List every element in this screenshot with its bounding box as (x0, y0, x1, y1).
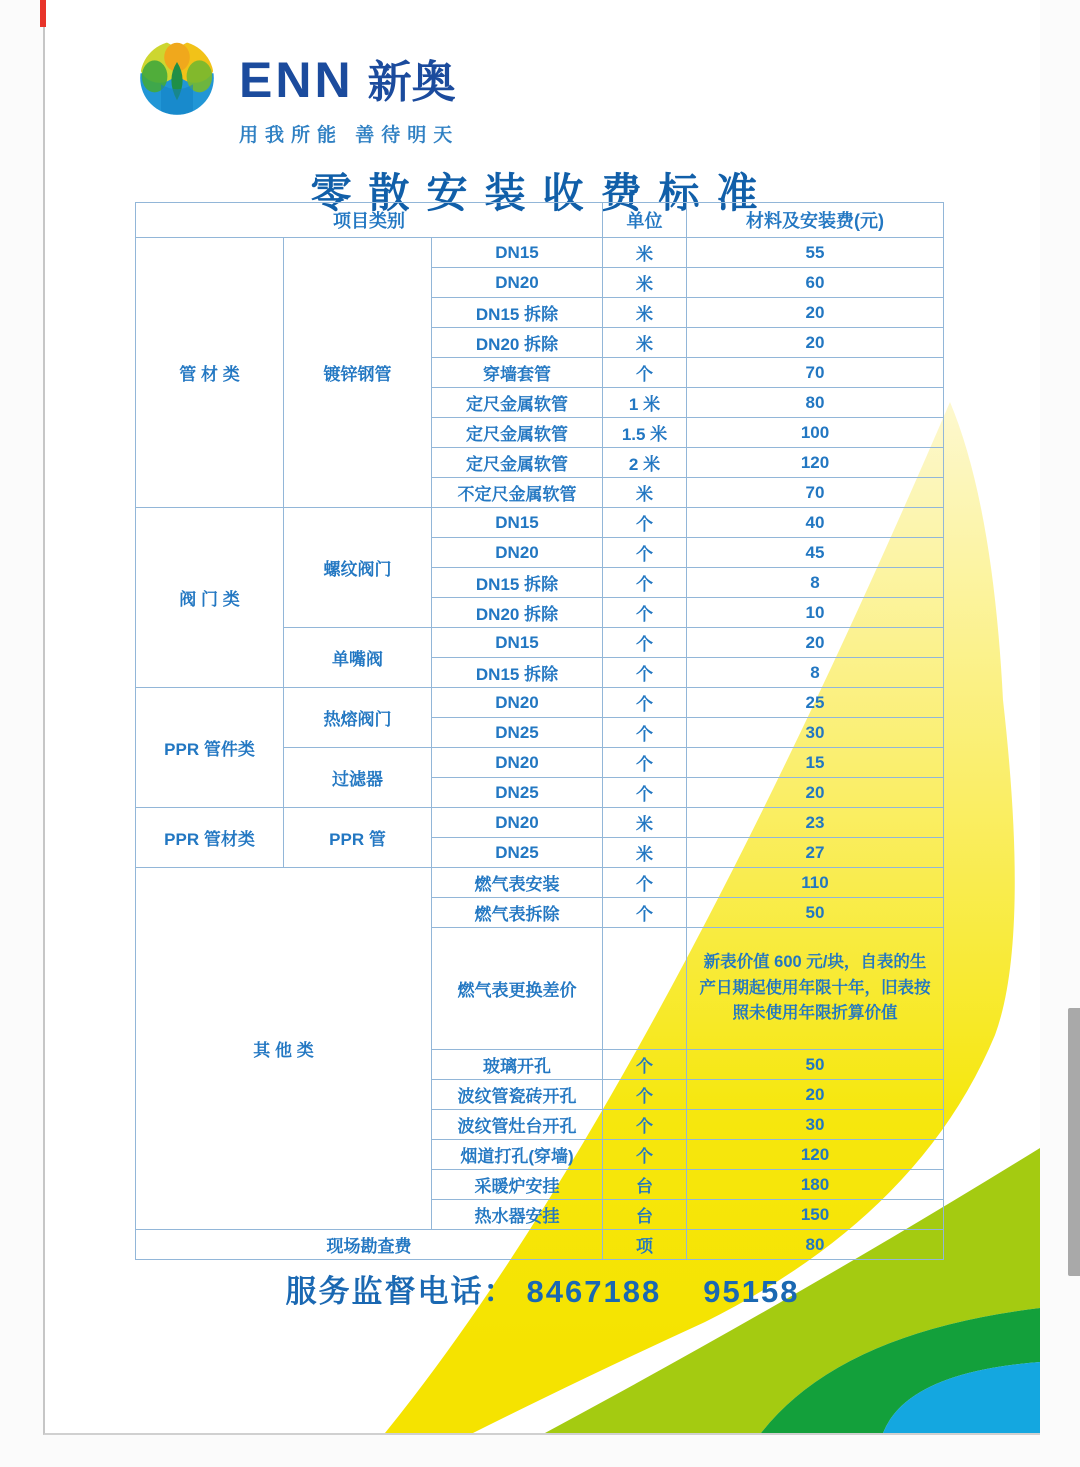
fee-cell: 100 (687, 418, 944, 448)
item-cell: 采暖炉安挂 (432, 1170, 603, 1200)
fee-cell: 50 (687, 898, 944, 928)
unit-cell: 个 (603, 1050, 687, 1080)
unit-cell: 个 (603, 898, 687, 928)
fee-cell: 20 (687, 628, 944, 658)
fee-cell: 15 (687, 748, 944, 778)
fee-cell: 30 (687, 1110, 944, 1140)
category-cell: PPR 管材类 (136, 808, 284, 868)
item-cell: 玻璃开孔 (432, 1050, 603, 1080)
item-cell: DN20 (432, 748, 603, 778)
item-cell: DN25 (432, 718, 603, 748)
unit-cell: 个 (603, 1080, 687, 1110)
unit-cell (603, 928, 687, 1050)
item-cell: DN25 (432, 778, 603, 808)
unit-cell: 个 (603, 688, 687, 718)
category-cell: PPR 管件类 (136, 688, 284, 808)
fee-cell: 40 (687, 508, 944, 538)
table-row (136, 238, 944, 268)
item-cell: 燃气表安装 (432, 868, 603, 898)
survey-label-cell: 现场勘查费 (136, 1230, 603, 1260)
service-phone-number-2: 95158 (703, 1274, 800, 1309)
brand-name-cn: 新奥 (367, 58, 456, 107)
header-logo-block (137, 38, 459, 147)
brand-tagline: 用我所能 善待明天 (239, 125, 460, 146)
unit-cell: 米 (603, 808, 687, 838)
item-cell: 波纹管灶台开孔 (432, 1110, 603, 1140)
service-phone-line (45, 1266, 1040, 1311)
scrollbar-thumb[interactable] (1068, 1008, 1080, 1276)
unit-cell: 个 (603, 718, 687, 748)
fee-cell: 110 (687, 868, 944, 898)
unit-cell: 个 (603, 538, 687, 568)
table-row (136, 688, 944, 718)
item-cell: 不定尺金属软管 (432, 478, 603, 508)
item-cell: DN20 (432, 538, 603, 568)
fee-cell: 50 (687, 1050, 944, 1080)
item-cell: DN15 (432, 238, 603, 268)
fee-cell: 70 (687, 358, 944, 388)
fee-cell: 180 (687, 1170, 944, 1200)
subcategory-cell: 过滤器 (284, 748, 432, 808)
fee-cell: 120 (687, 448, 944, 478)
fee-cell: 27 (687, 838, 944, 868)
col-header-fee: 材料及安装费(元) (687, 203, 944, 238)
fee-cell: 23 (687, 808, 944, 838)
brand-name-en: ENN (239, 52, 354, 108)
subcategory-cell: 镀锌钢管 (284, 238, 432, 508)
fee-cell: 30 (687, 718, 944, 748)
enn-flower-logo-icon (137, 38, 217, 118)
item-cell: DN20 拆除 (432, 598, 603, 628)
fee-cell: 20 (687, 298, 944, 328)
fee-cell: 80 (687, 388, 944, 418)
fee-cell: 120 (687, 1140, 944, 1170)
unit-cell: 台 (603, 1170, 687, 1200)
fee-cell: 8 (687, 658, 944, 688)
item-cell: 定尺金属软管 (432, 448, 603, 478)
item-cell: 定尺金属软管 (432, 388, 603, 418)
item-cell: DN15 拆除 (432, 298, 603, 328)
unit-cell: 1 米 (603, 388, 687, 418)
unit-cell: 个 (603, 658, 687, 688)
fee-cell: 20 (687, 1080, 944, 1110)
unit-cell: 米 (603, 238, 687, 268)
item-cell: DN20 拆除 (432, 328, 603, 358)
item-cell: DN15 (432, 508, 603, 538)
item-cell: DN15 拆除 (432, 658, 603, 688)
category-cell: 阀 门 类 (136, 508, 284, 688)
fee-cell: 45 (687, 538, 944, 568)
subcategory-cell: 热熔阀门 (284, 688, 432, 748)
fee-cell: 70 (687, 478, 944, 508)
unit-cell: 个 (603, 748, 687, 778)
item-cell: 定尺金属软管 (432, 418, 603, 448)
item-cell: 燃气表拆除 (432, 898, 603, 928)
unit-cell: 个 (603, 568, 687, 598)
subcategory-cell: 单嘴阀 (284, 628, 432, 688)
service-phone-number-1: 8467188 (526, 1274, 662, 1309)
unit-cell: 米 (603, 298, 687, 328)
page-edge-red-marker (40, 0, 46, 27)
item-cell: DN25 (432, 838, 603, 868)
fee-cell: 55 (687, 238, 944, 268)
unit-cell: 个 (603, 598, 687, 628)
fee-cell: 80 (687, 1230, 944, 1260)
page-title: 零散安装收费标准 (310, 170, 775, 216)
unit-cell: 米 (603, 268, 687, 298)
fee-note-cell: 新表价值 600 元/块，自表的生产日期起使用年限十年，旧表按照未使用年限折算价值 (687, 928, 944, 1050)
fee-cell: 60 (687, 268, 944, 298)
unit-cell: 米 (603, 838, 687, 868)
unit-cell: 个 (603, 508, 687, 538)
table-row-survey-fee (136, 1230, 944, 1260)
fee-cell: 25 (687, 688, 944, 718)
item-cell: DN15 拆除 (432, 568, 603, 598)
unit-cell: 个 (603, 358, 687, 388)
table-header-row (136, 203, 944, 238)
unit-cell: 1.5 米 (603, 418, 687, 448)
price-table (135, 202, 944, 1260)
unit-cell: 米 (603, 328, 687, 358)
table-row (136, 808, 944, 838)
unit-cell: 项 (603, 1230, 687, 1260)
table-row (136, 868, 944, 898)
item-cell: DN20 (432, 808, 603, 838)
service-phone-label: 服务监督电话： (285, 1274, 517, 1309)
subcategory-cell: 螺纹阀门 (284, 508, 432, 628)
fee-cell: 150 (687, 1200, 944, 1230)
item-cell: DN20 (432, 268, 603, 298)
unit-cell: 个 (603, 868, 687, 898)
fee-cell: 8 (687, 568, 944, 598)
unit-cell: 个 (603, 1140, 687, 1170)
unit-cell: 个 (603, 778, 687, 808)
unit-cell: 2 米 (603, 448, 687, 478)
unit-cell: 个 (603, 1110, 687, 1140)
unit-cell: 个 (603, 628, 687, 658)
document-page (43, 0, 1040, 1435)
category-cell: 其 他 类 (136, 868, 432, 1230)
fee-cell: 20 (687, 328, 944, 358)
col-header-unit: 单位 (603, 203, 687, 238)
item-cell: DN20 (432, 688, 603, 718)
unit-cell: 台 (603, 1200, 687, 1230)
table-row (136, 508, 944, 538)
item-cell: 烟道打孔(穿墙) (432, 1140, 603, 1170)
item-cell: 波纹管瓷砖开孔 (432, 1080, 603, 1110)
item-cell: 热水器安挂 (432, 1200, 603, 1230)
col-header-category: 项目类别 (136, 203, 603, 238)
item-cell: 燃气表更换差价 (432, 928, 603, 1050)
item-cell: DN15 (432, 628, 603, 658)
item-cell: 穿墙套管 (432, 358, 603, 388)
fee-cell: 20 (687, 778, 944, 808)
fee-cell: 10 (687, 598, 944, 628)
subcategory-cell: PPR 管 (284, 808, 432, 868)
unit-cell: 米 (603, 478, 687, 508)
category-cell: 管 材 类 (136, 238, 284, 508)
